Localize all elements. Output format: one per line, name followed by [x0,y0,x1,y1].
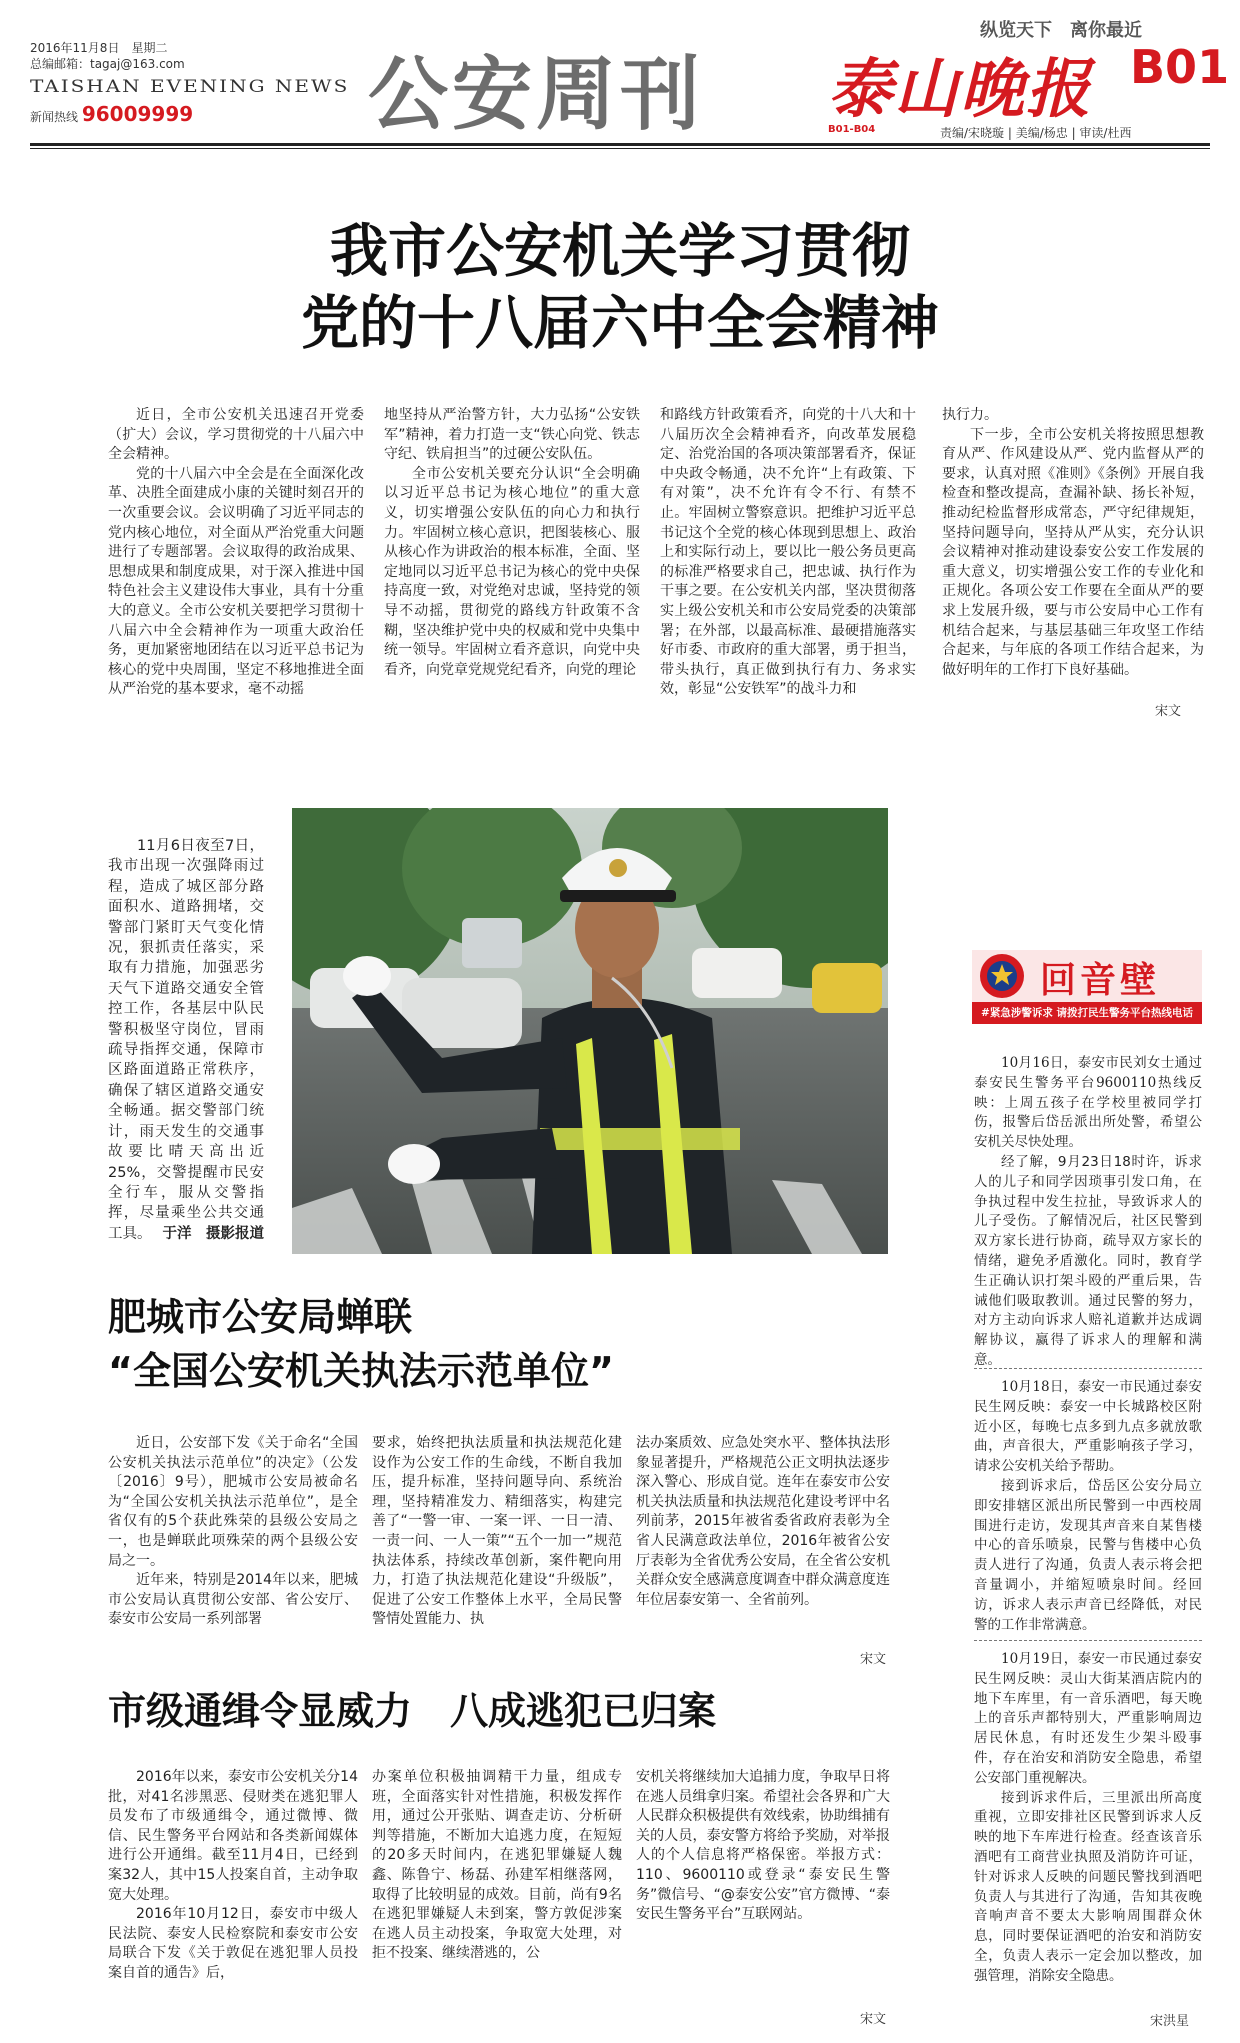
paragraph: 办案单位积极抽调精干力量，组成专班，全面落实针对性措施，积极发挥作用，通过公开张贴、调查走访、分析研判等措施，不断加大追逃力度，在短短的20多天时间内，在逃犯罪嫌疑人魏鑫、陈鲁宁、杨磊、孙建军相继落网，取得了比较明显的成效。目前，尚有9名在逃犯罪嫌疑人未到案，警方敦促涉案在逃人员主动投案，争取宽大处理，对拒不投案、继续潜逃的，公 [372,1769,622,1962]
paragraph: 要求，始终把执法质量和执法规范化建设作为公安工作的生命线，不断自我加压，提升标准，坚持问题导向、系统治理，坚持精准发力、精细落实，构建完善了“一警一审、一案一评、一日一清、一责一问、一人一策”“五个一加一”规范执法体系，持续改革创新，案件靶向用力，打造了执法规范化建设“升级版”，促进了公安工作整体上水平，全局民警警情处置能力、执 [372,1435,622,1628]
sidebar-separator [974,1640,1202,1641]
paragraph: 全市公安机关要充分认识“全会明确以习近平总书记为核心地位”的重大意义，切实增强公安队伍的向心力和执行力。牢固树立核心意识，把图装核心、服从核心作为讲政治的根本标准，全面、坚定地同以习近平总书记为核心的党中央保持高度一致，对党绝对忠诚，坚持党的领导不动摇，贯彻党的路线方针政策不含糊，坚决维护党中央的权威和党中央集中统一领导。牢固树立看齐意识，向党中央看齐，向党章党规党纪看齐，向党的理论 [384,465,640,678]
sidebar-lead: 10月16日，泰安市民刘女士通过泰安民生警务平台9600110热线反映：上周五孩子在学校里被同学打伤，报警后岱岳派出所处警，希望公安机关尽快处理。 [974,1055,1202,1151]
article1-column-4 [942,406,1204,680]
echo-wall-title: 回音壁 [1040,959,1161,1001]
paragraph: 近年来，特别是2014年以来，肥城市公安局认真贯彻公安部、省公安厅、泰安市公安局一系列部署 [108,1572,358,1628]
masthead-meta [30,40,185,72]
paragraph: 安机关将继续加大追捕力度，争取早日将在逃人员缉拿归案。希望社会各界和广大人民群众积极提供有效线索，协助缉捕有关的人员，泰安警方将给予奖励，对举报人的个人信息将严格保密。举报方式：110、9600110或登录“泰安民生警务”微信号、“@泰安公安”官方微博、“泰安民生警务平台”互联网站。 [636,1769,890,1923]
editor-email: 总编邮箱：tagaj@163.com [30,57,185,71]
newspaper-logo: 泰山晚报 [828,52,1092,127]
hotline-number: 96009999 [81,102,194,126]
paragraph: 和路线方针政策看齐，向党的十八大和十八届历次全会精神看齐，向改革发展稳定、治党治国的各项决策部署看齐，保证中央政令畅通，决不允许“上有政策、下有对策”，决不允许有令不行、有禁不止。牢固树立警察意识。把维护习近平总书记这个全党的核心体现到思想上、政治上和实际行动上，要以比一般公务员更高的标准严格要求自己，把忠诚、执行作为干事之要。在公安机关内部，坚决贯彻落实上级公安机关和市公安局党委的决策部署；在外部，以最高标准、最硬措施落实好市委、市政府的重大部署，勇于担当，带头执行，真正做到执行有力、务求实效，彰显“公安铁军”的战斗力和 [660,407,916,698]
evening-news-logo-text: TAISHAN EVENING NEWS [30,76,350,97]
section-title: 公安周刊 [368,48,704,141]
editor-credits: 责编/宋晓璇 | 美编/杨忠 | 审读/杜西 [940,126,1132,140]
caption-text: 11月6日夜至7日，我市出现一次强降雨过程，造成了城区部分路面积水、道路拥堵，交警部门紧盯天气变化情况，狠抓责任落实，采取有力措施，加强恶劣天气下道路交通安全管控工作，各基层中队民警积极坚守岗位，冒雨疏导指挥交通，保障市区路面道路正常秩序，确保了辖区道路交通安全畅通。据交警部门统计，雨天发生的交通事故要比晴天高出近25%，交警提醒市民安全行车，服从交警指挥，尽量乘坐公共交通工具。 [108,838,264,1242]
paragraph: 下一步，全市公安机关将按照思想教育从严、作风建设从严、党内监督从严的要求，认真对照《准则》《条例》开展自我检查和整改提高，查漏补缺、扬长补短，推动纪检监督形成常态，严守纪律规矩，坚持问题导向，坚持从严从实，充分认识会议精神对推动建设泰安公安工作发展的重大意义，切实增强公安工作的专业化和正规化。各项公安工作要在全面从严的要求上发展升级，要与市公安局中心工作有机结合起来，与基层基础三年攻坚工作结合起来，与年底的各项工作结合起来，为做好明年的工作打下良好基础。 [942,426,1204,678]
paragraph: 2016年以来，泰安市公安机关分14批，对41名涉黑恶、侵财类在逃犯罪人员发布了市级通缉令，通过微博、微信、民生警务平台网站和各类新闻媒体进行公开通缉。截至11月4日，已经到案32人，其中15人投案自首，主动争取宽大处理。 [108,1769,358,1903]
paragraph: 执行力。 [942,407,998,423]
article1-column-1 [108,406,364,700]
photo-credit: 于洋 摄影报道 [162,1226,264,1243]
sidebar-item-2 [974,1378,1202,1635]
article1-byline: 宋文 [1155,704,1182,719]
article3-column-2 [372,1768,622,1964]
article1-headline-line2: 党的十八届六中全会精神 [300,289,939,357]
page-range: B01-B04 [828,124,876,135]
article2-column-2 [372,1434,622,1630]
traffic-police-photo-graphic [292,808,888,1254]
sidebar-item-3 [974,1650,1202,1987]
paragraph: 地坚持从严治警方针，大力弘扬“公安铁军”精神，着力打造一支“铁心向党、铁志守纪、铁肩担当”的过硬公安队伍。 [384,407,640,463]
article2-column-3 [636,1434,890,1610]
sidebar-item-1 [974,1054,1202,1371]
sidebar-lead: 10月19日，泰安一市民通过泰安民生网反映：灵山大街某酒店院内的地下车库里，有一音乐酒吧，每天晚上的音乐声都特别大，严重影响周边居民休息，有时还发生少架斗殴事件，存在治安和消防安全隐患，希望公安部门重视解决。 [974,1651,1202,1786]
article2-headline-line2: “全国公安机关执法示范单位” [108,1349,614,1393]
sidebar-lead: 10月18日，泰安一市民通过泰安民生网反映：泰安一中长城路校区附近小区，每晚七点多到九点多就放歌曲，声音很大，严重影响孩子学习，请求公安机关给予帮助。 [974,1379,1202,1475]
sidebar-separator [974,1368,1202,1369]
photo-caption [108,836,264,1245]
article1-column-2 [384,406,640,680]
news-hotline [30,102,193,126]
article3-byline: 宋文 [860,2012,887,2027]
article1-column-3 [660,406,916,700]
article1-headline-line1: 我市公安机关学习贯彻 [329,217,910,285]
page-number: B01 [1130,40,1230,94]
traffic-police-photo [292,808,888,1254]
sidebar-reply: 经了解，9月23日18时许，诉求人的儿子和同学因琐事引发口角，在争执过程中发生拉扯，导致诉求人的儿子受伤。了解情况后，社区民警到双方家长进行协商，疏导双方家长的情绪，避免矛盾激化。同时，教育学生正确认识打架斗殴的严重后果，告诫他们吸取教训。通过民警的努力，对方主动向诉求人赔礼道歉并达成调解协议，赢得了诉求人的理解和满意。 [974,1153,1202,1368]
paragraph: 法办案质效、应急处突水平、整体执法形象显著提升，严格规范公正文明执法逐步深入警心、形成自觉。连年在泰安市公安机关执法质量和执法规范化建设考评中名列前茅，2015年被省委省政府表彰为全省人民满意政法单位，2016年被省公安厅表彰为全省优秀公安局，在全省公安机关群众安全感满意度调查中群众满意度连年位居泰安第一、全省前列。 [636,1435,890,1608]
article3-headline: 市级通缉令显威力 八成逃犯已归案 [108,1689,717,1733]
paragraph: 2016年10月12日，泰安市中级人民法院、泰安人民检察院和泰安市公安局联合下发《关于敦促在逃犯罪人员投案自首的通告》后， [108,1906,358,1981]
article2-column-1 [108,1434,358,1630]
sidebar-reply: 接到诉求件后，三里派出所高度重视，立即安排社区民警到诉求人反映的地下车库进行检查。经查该音乐酒吧有工商营业执照及消防许可证，针对诉求人反映的问题民警找到酒吧负责人与其进行了沟通，告知其夜晚音响声音不要太大影响周围群众休息，同时要保证酒吧的治安和消防安全，负责人表示一定会加以整改，加强管理，消除安全隐患。 [974,1789,1202,1984]
masthead-rule [30,143,1210,146]
article2-headline-line1: 肥城市公安局蝉联 [108,1295,413,1339]
article3-column-3 [636,1768,890,1925]
slogan: 纵览天下 离你最近 [980,20,1142,41]
paragraph: 党的十八届六中全会是在全面深化改革、决胜全面建成小康的关键时刻召开的一次重要会议。会议明确了习近平同志的党内核心地位，对全面从严治党重大问题进行了专题部署。会议取得的政治成果、思想成果和制度成果，对于深入推进中国特色社会主义建设伟大事业，具有十分重大的意义。全市公安机关要把学习贯彻十八届六中全会精神作为一项重大政治任务，更加紧密地团结在以习近平总书记为核心的党中央周围，坚定不移地推进全面从严治党的基本要求，毫不动摇 [108,465,364,698]
article2-byline: 宋文 [860,1652,887,1667]
paragraph: 近日，公安部下发《关于命名“全国公安机关执法示范单位”的决定》（公发〔2016〕9号），肥城市公安局被命名为“全国公安机关执法示范单位”，是全省仅有的5个获此殊荣的县级公安局之一，也是蝉联此项殊荣的两个县级公安局之一。 [108,1435,358,1569]
masthead-rule-thin [30,148,1210,149]
paragraph: 近日，全市公安机关迅速召开党委（扩大）会议，学习贯彻党的十八届六中全会精神。 [108,407,364,463]
hotline-label: 新闻热线 [30,110,79,124]
article3-column-1 [108,1768,358,1984]
issue-date: 2016年11月8日 星期二 [30,41,168,55]
sidebar-reply: 接到诉求后，岱岳区公安分局立即安排辖区派出所民警到一中西校周围进行走访，发现其声音来自某售楼中心的音乐喷泉，民警与售楼中心负责人进行了沟通，负责人表示将会把音量调小，并缩短喷泉时间。经回访，诉求人表示声音已经降低，对民警的工作非常满意。 [974,1477,1202,1633]
sidebar-byline: 宋洪星 [1150,2014,1190,2029]
echo-wall-hotline-strip: #紧急涉警诉求 请拨打民生警务平台热线电话 9600110 [972,1002,1202,1024]
